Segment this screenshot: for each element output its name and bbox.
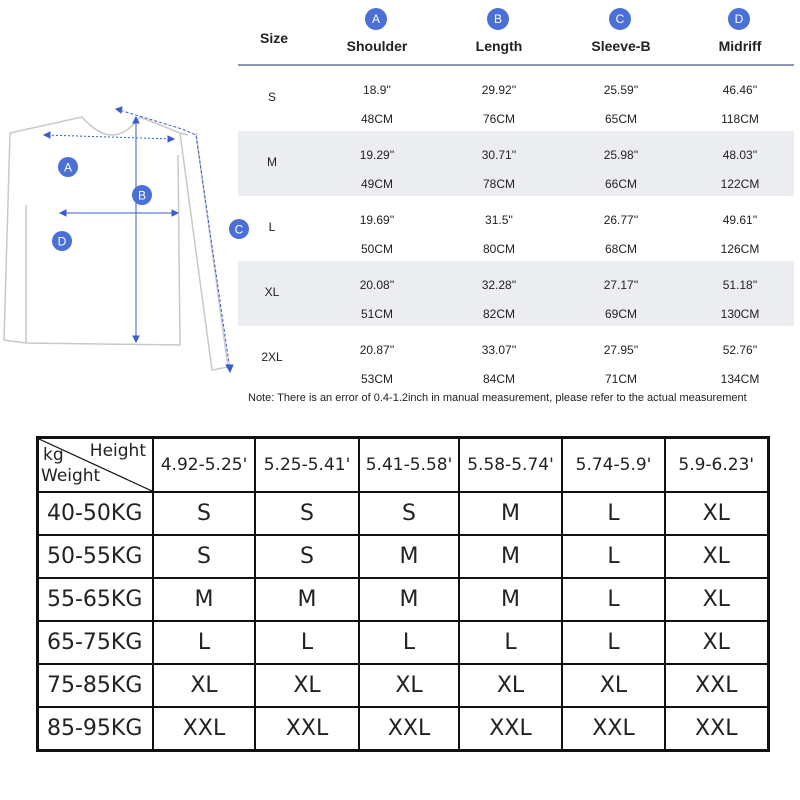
size-cell: M	[359, 578, 459, 621]
badge-a: A	[365, 8, 387, 30]
size-cell: L	[359, 621, 459, 664]
table-row	[238, 66, 794, 131]
size-cell: L	[153, 621, 255, 664]
badge-b: B	[487, 8, 509, 30]
size-cell: M	[459, 578, 562, 621]
size-cell: XXL	[665, 664, 768, 707]
corner-cell	[38, 438, 154, 493]
inch-value: 51.18''	[722, 278, 758, 292]
inch-value: 19.69''	[359, 213, 395, 227]
size-rows	[238, 66, 794, 391]
midriff-cell	[680, 131, 800, 196]
size-cell: XL	[665, 578, 768, 621]
weight-range: 40-50KG	[38, 492, 154, 535]
table-row	[38, 707, 769, 751]
column-label: Sleeve-B	[591, 38, 651, 54]
cm-value: 82CM	[482, 307, 515, 321]
size-cell: XXL	[459, 707, 562, 751]
sleeve-cell	[561, 261, 681, 326]
inch-value: 52.76''	[722, 343, 758, 357]
weight-range: 75-85KG	[38, 664, 154, 707]
cm-value: 80CM	[482, 242, 515, 256]
weight-range: 50-55KG	[38, 535, 154, 578]
inch-value: 49.61''	[722, 213, 758, 227]
table-row	[238, 261, 794, 326]
inch-value: 32.28''	[481, 278, 517, 292]
svg-text:A: A	[63, 160, 73, 175]
measurement-note: Note: There is an error of 0.4-1.2inch in manual measurement, please refer to the actual measurement	[248, 392, 747, 404]
kg-label: kg	[43, 445, 64, 465]
size-cell: L	[562, 492, 665, 535]
shirt-outline	[4, 117, 228, 370]
badge-b	[132, 185, 152, 205]
weight-range: 85-95KG	[38, 707, 154, 751]
size-cell: L	[562, 535, 665, 578]
height-range: 5.58-5.74'	[459, 438, 562, 493]
size-cell: XL	[459, 664, 562, 707]
cm-value: 78CM	[482, 177, 515, 191]
badge-d	[52, 231, 72, 251]
size-cell: L	[562, 621, 665, 664]
cm-value: 49CM	[360, 177, 393, 191]
sleeve-cell	[561, 326, 681, 391]
size-cell: XXL	[255, 707, 359, 751]
length-cell	[439, 261, 559, 326]
cm-value: 126CM	[720, 242, 760, 256]
size-table-header	[238, 0, 794, 64]
badge-d: D	[728, 8, 750, 30]
size-label: XL	[264, 285, 280, 299]
size-cell: M	[255, 578, 359, 621]
cm-value: 118CM	[721, 112, 759, 126]
column-sleeve	[561, 0, 681, 64]
shoulder-cell	[317, 326, 437, 391]
svg-text:C: C	[234, 222, 244, 237]
length-cell	[439, 326, 559, 391]
cm-value: 51CM	[360, 307, 393, 321]
column-midriff	[680, 0, 800, 64]
svg-text:B: B	[137, 188, 147, 203]
inch-value: 20.08''	[359, 278, 395, 292]
midriff-cell	[680, 196, 800, 261]
shoulder-cell	[317, 261, 437, 326]
inch-value: 20.87''	[359, 343, 395, 357]
size-cell: M	[459, 535, 562, 578]
size-cell: L	[562, 578, 665, 621]
badge-c: C	[609, 8, 631, 30]
inch-value: 33.07''	[481, 343, 517, 357]
inch-value: 25.59''	[603, 83, 639, 97]
height-range: 5.9-6.23'	[665, 438, 768, 493]
sleeve-cell	[561, 66, 681, 131]
cm-value: 130CM	[720, 307, 760, 321]
inch-value: 29.92''	[481, 83, 517, 97]
inch-value: 30.71''	[481, 148, 517, 162]
svg-text:D: D	[57, 234, 67, 249]
cm-value: 84CM	[482, 372, 515, 386]
column-length	[439, 0, 559, 64]
table-row	[38, 492, 769, 535]
cm-value: 71CM	[604, 372, 637, 386]
size-label: M	[267, 155, 277, 169]
column-shoulder	[317, 0, 437, 64]
size-label: S	[267, 90, 276, 104]
size-cell: XXL	[153, 707, 255, 751]
midriff-cell	[680, 261, 800, 326]
cm-value: 76CM	[482, 112, 515, 126]
garment-diagram	[0, 95, 250, 395]
height-range: 5.25-5.41'	[255, 438, 359, 493]
height-range: 5.74-5.9'	[562, 438, 665, 493]
sleeve-cell	[561, 196, 681, 261]
cm-value: 66CM	[604, 177, 637, 191]
size-cell: L	[255, 621, 359, 664]
size-cell: S	[255, 492, 359, 535]
size-cell: S	[255, 535, 359, 578]
size-cell: M	[359, 535, 459, 578]
size-cell: XL	[153, 664, 255, 707]
column-label: Shoulder	[346, 38, 408, 54]
cm-value: 122CM	[720, 177, 760, 191]
size-cell: S	[153, 492, 255, 535]
inch-value: 25.98''	[603, 148, 639, 162]
midriff-cell	[680, 326, 800, 391]
size-cell: XL	[562, 664, 665, 707]
size-label: L	[268, 220, 276, 234]
size-cell: M	[459, 492, 562, 535]
cm-value: 134CM	[720, 372, 760, 386]
table-row	[38, 621, 769, 664]
column-label: Length	[475, 38, 523, 54]
size-cell: M	[153, 578, 255, 621]
badge-a	[58, 157, 78, 177]
table-row	[38, 535, 769, 578]
weight-range: 55-65KG	[38, 578, 154, 621]
size-cell: XL	[665, 621, 768, 664]
table-row	[38, 664, 769, 707]
table-row	[238, 196, 794, 261]
size-cell: L	[459, 621, 562, 664]
inch-value: 48.03''	[722, 148, 758, 162]
weight-label: Weight	[41, 466, 101, 486]
table-row	[238, 131, 794, 196]
size-cell: XXL	[359, 707, 459, 751]
height-range: 4.92-5.25'	[153, 438, 255, 493]
midriff-cell	[680, 66, 800, 131]
size-cell: XL	[665, 492, 768, 535]
size-cell: XL	[359, 664, 459, 707]
size-cell: XL	[255, 664, 359, 707]
inch-value: 27.17''	[603, 278, 639, 292]
cm-value: 53CM	[360, 372, 393, 386]
length-cell	[439, 196, 559, 261]
header-row	[38, 438, 769, 493]
table-row	[38, 578, 769, 621]
size-cell: S	[359, 492, 459, 535]
sleeve-cell	[561, 131, 681, 196]
height-label: Height	[89, 441, 146, 461]
shoulder-cell	[317, 196, 437, 261]
table-row	[238, 326, 794, 391]
weight-range: 65-75KG	[38, 621, 154, 664]
length-cell	[439, 131, 559, 196]
size-label: 2XL	[261, 350, 283, 364]
size-cell: XXL	[665, 707, 768, 751]
size-measurement-table	[238, 0, 794, 396]
size-cell: XXL	[562, 707, 665, 751]
cm-value: 69CM	[604, 307, 637, 321]
cm-value: 48CM	[360, 112, 393, 126]
cm-value: 68CM	[604, 242, 637, 256]
inch-value: 46.46''	[722, 83, 758, 97]
inch-value: 26.77''	[603, 213, 639, 227]
shoulder-cell	[317, 131, 437, 196]
measure-lines	[44, 107, 233, 372]
cm-value: 65CM	[604, 112, 637, 126]
length-cell	[439, 66, 559, 131]
size-cell: XL	[665, 535, 768, 578]
size-recommendation-table	[36, 436, 770, 752]
inch-value: 18.9''	[363, 83, 391, 97]
height-range: 5.41-5.58'	[359, 438, 459, 493]
inch-value: 19.29''	[359, 148, 395, 162]
shoulder-cell	[317, 66, 437, 131]
cm-value: 50CM	[360, 242, 393, 256]
size-column-title: Size	[260, 30, 289, 46]
size-cell: S	[153, 535, 255, 578]
inch-value: 27.95''	[603, 343, 639, 357]
column-label: Midriff	[718, 38, 762, 54]
inch-value: 31.5''	[485, 213, 513, 227]
